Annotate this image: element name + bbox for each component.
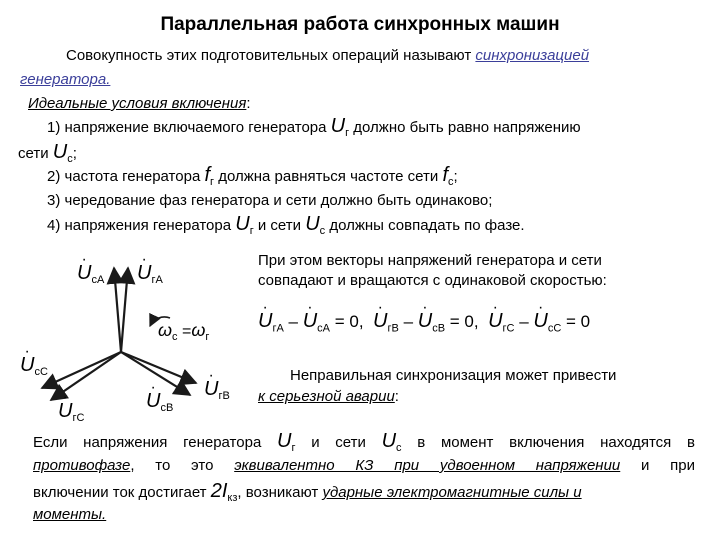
sub-ga: гА: [151, 274, 163, 287]
serious-accident-link: к серьезной аварии: [258, 388, 395, 405]
bottom-text: и при: [620, 457, 695, 474]
sub-s: с: [67, 153, 73, 165]
vector-gb-arrow: [121, 352, 196, 383]
condition-1-end: ;: [72, 145, 77, 162]
u-symbol: · U: [77, 262, 91, 285]
u-symbol: U: [277, 430, 292, 452]
u-symbol: U: [330, 115, 346, 137]
condition-4-text: 4) напряжения генератора: [47, 217, 236, 234]
condition-2-end: ;: [453, 168, 458, 185]
omega-symbol: ω: [191, 320, 206, 340]
sub-g: г: [249, 225, 254, 237]
bottom-line-1: [33, 432, 695, 457]
equals-zero: = 0,: [445, 312, 479, 331]
sub-sb: сВ: [160, 402, 174, 415]
sub-g: г: [291, 442, 296, 454]
vector-sc-arrow: [42, 352, 121, 388]
u-symbol: · U: [58, 400, 72, 423]
u-symbol: · U: [418, 310, 432, 333]
bottom-text: и сети: [295, 434, 382, 451]
u-symbol: · U: [204, 378, 218, 401]
sub-sb: сВ: [432, 322, 446, 335]
sub-sc: сС: [34, 366, 48, 379]
sub-g: г: [205, 331, 210, 344]
sub-gb: гВ: [387, 322, 399, 335]
vector-gc-arrow: [51, 352, 121, 400]
u-symbol: U: [52, 141, 68, 163]
sub-sa: сА: [317, 322, 331, 335]
synchronization-link[interactable]: синхронизацией: [475, 47, 590, 64]
bottom-text: , то это: [130, 457, 235, 474]
intro-text: Совокупность этих подготовительных операций называют: [66, 47, 476, 64]
vectors-note-line-2: совпадают и вращаются с одинаковой скоростью:: [258, 272, 607, 289]
bottom-line-3: [33, 482, 582, 507]
f-symbol: f: [442, 164, 448, 186]
omega-equality: [158, 320, 209, 343]
impact-forces-link: ударные электромагнитные силы и: [322, 484, 582, 501]
omega-eq-sign: =: [181, 323, 192, 340]
ideal-colon: :: [246, 95, 251, 112]
warning-line-2: [258, 388, 399, 406]
label-u-sc: [20, 354, 48, 378]
ideal-conditions-label: Идеальные условия включения: [28, 95, 247, 112]
minus-sign: –: [398, 312, 418, 331]
u-symbol: U: [381, 430, 397, 452]
bottom-text: Если напряжения генератора: [33, 434, 278, 451]
sub-gc: гС: [502, 322, 515, 335]
u-symbol: · U: [258, 310, 272, 333]
bottom-text: в момент включения находятся в: [401, 434, 695, 451]
warning-line-1: Неправильная синхронизация может привести: [290, 367, 617, 384]
page-title: Параллельная работа синхронных машин: [160, 14, 560, 35]
warning-colon: :: [394, 388, 399, 405]
short-circuit-link: эквивалентно КЗ при удвоенном напряжении: [234, 457, 621, 474]
vectors-note-line-1: При этом векторы напряжений генератора и сети: [258, 252, 602, 269]
u-symbol: · U: [533, 310, 547, 333]
condition-4-mid: и сети: [253, 217, 306, 234]
u-symbol: · U: [20, 354, 34, 377]
sub-g: г: [345, 127, 350, 139]
sub-sc: сС: [547, 322, 562, 335]
label-u-ga: [137, 262, 163, 286]
u-symbol: · U: [373, 310, 387, 333]
sub-gc: гС: [72, 412, 85, 425]
vector-sa-arrow: [114, 268, 121, 352]
sub-s: с: [319, 225, 326, 237]
u-symbol: U: [235, 213, 250, 235]
bottom-text: , возникают: [237, 484, 323, 501]
bottom-line-4: [33, 506, 106, 524]
antiphase-link: противофазе: [33, 457, 131, 474]
sub-s: с: [396, 442, 402, 454]
condition-2-text: 2) частота генератора: [47, 168, 205, 185]
sub-g: г: [210, 176, 215, 188]
condition-4-end: должны совпадать по фазе.: [325, 217, 525, 234]
minus-sign: –: [514, 312, 534, 331]
moments-link: моменты.: [33, 506, 107, 523]
condition-3: 3) чередование фаз генератора и сети должно быть одинаково;: [47, 192, 493, 209]
sub-s: с: [172, 331, 178, 344]
sub-gb: гВ: [218, 390, 230, 403]
condition-1-cont-text: сети: [18, 145, 53, 162]
bottom-line-2: [33, 457, 695, 475]
equals-zero: = 0: [561, 312, 591, 331]
label-u-sa: [77, 262, 104, 286]
sub-sa: сА: [91, 274, 105, 287]
u-symbol: · U: [303, 310, 317, 333]
u-symbol: · U: [137, 262, 151, 285]
generator-link[interactable]: генератора.: [20, 71, 111, 88]
sub-s: с: [448, 176, 454, 188]
u-symbol: U: [305, 213, 320, 235]
u-symbol: · U: [146, 390, 160, 413]
equals-zero: = 0,: [330, 312, 364, 331]
label-u-sb: [146, 390, 173, 414]
phasor-equations: [258, 310, 590, 334]
condition-1-mid: должно быть равно напряжению: [349, 119, 581, 136]
u-symbol: · U: [488, 310, 502, 333]
minus-sign: –: [283, 312, 303, 331]
sub-kz: кз: [227, 492, 238, 504]
label-u-gb: [204, 378, 230, 402]
sub-ga: гА: [272, 322, 284, 335]
condition-1-text: 1) напряжение включаемого генератора: [47, 119, 331, 136]
f-symbol: f: [204, 164, 211, 186]
current-symbol: 2I: [210, 480, 228, 502]
vector-ga-arrow: [121, 268, 128, 352]
omega-symbol: ω: [158, 320, 173, 340]
bottom-text: включении ток достигает: [33, 484, 211, 501]
condition-2-mid: должна равняться частоте сети: [214, 168, 443, 185]
label-u-gc: [58, 400, 84, 424]
